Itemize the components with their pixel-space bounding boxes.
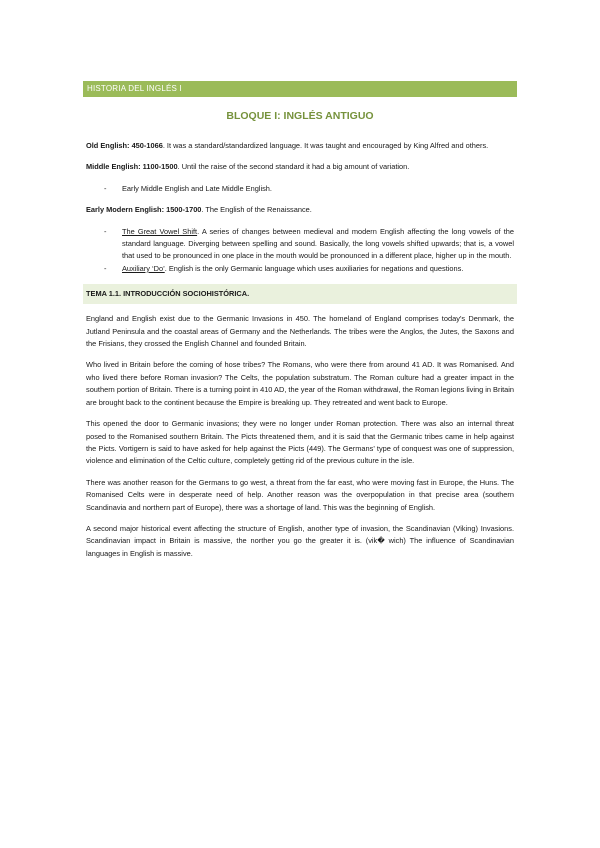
list-item-text: Early Middle English and Late Middle English. bbox=[122, 183, 272, 193]
early-modern-list bbox=[86, 226, 514, 276]
body-paragraph: England and English exist due to the Germanic Invasions in 450. The homeland of England comprises today’s Denmark, the Jutland Peninsula and the coastal areas of Germany and the Netherlands. The tribes were the Anglos, the Jutes, the Saxons and the Frisians, they crossed the English Channel and founded Britain. bbox=[86, 314, 514, 349]
early-modern-english-paragraph bbox=[86, 204, 514, 216]
body-paragraph: There was another reason for the Germans to go west, a threat from the far east, who were moving fast in Europe, the Huns. The Romanised Celts were in desperate need of help. Another reason was the overpopulation in that precise area (southern Scandinavia and northern part of Europe), there was a shortage of land. This was the beginning of English. bbox=[86, 477, 514, 512]
list-item-text: . A series of changes between medieval and modern English affecting the long vowels of the standard language. Diverging between spelling and sound. Basically, the long vowels shifted upwards; that is, a vowel that used to be pronounced in one place in the mouth would be pronounced in a different place, higher up in the mouth. bbox=[122, 226, 514, 261]
body-paragraph: Who lived in Britain before the coming of hose tribes? The Romans, who were there from around 41 AD. It was Romanised. And who lived there before Roman invasion? The Celts, the population substratum. The Roman culture had a greater impact in the southern portion of Britain. There is a turning point in 410 AD, the year of the Roman withdrawal, the Roman legions living in Britain are brought back to the continent because the Empire is breaking up. They retreated and went back to Europe. bbox=[86, 360, 514, 407]
body-paragraph: A second major historical event affecting the structure of English, another type of invasion, the Scandinavian (Viking) Invasions. Scandinavian impact in Britain is massive, the norther you go the greater it is. (vik� wich) The influence of Scandinavian languages in English is massive. bbox=[86, 523, 514, 558]
document-content bbox=[86, 110, 514, 569]
old-english-text: . It was a standard/standardized language. It was taught and encouraged by King Alfred and others. bbox=[162, 141, 489, 150]
middle-english-list bbox=[86, 183, 514, 195]
list-item bbox=[86, 226, 514, 263]
middle-english-text: . Until the raise of the second standard it had a big amount of variation. bbox=[177, 162, 410, 172]
list-item bbox=[86, 183, 514, 195]
body-paragraph: This opened the door to Germanic invasions; they were no longer under Roman protection. There was also an internal threat posed to the Romanised southern Britain. The Picts threatened them, and it is said that the Germanic tribes came in help against the Picts. Vortigern is said to have asked for help against the Picts (449). The Germans’ type of conquest was one of suppression, violence and elimination of the Celtic culture, completely getting rid of the previous culture in the isle. bbox=[86, 419, 514, 466]
middle-english-label: Middle English: 1100-1500 bbox=[86, 162, 178, 172]
section-heading: TEMA 1.1. INTRODUCCIÓN SOCIOHISTÓRICA. bbox=[83, 284, 517, 304]
old-english-paragraph bbox=[86, 140, 514, 152]
old-english-label: Old English: 450-1066 bbox=[86, 141, 163, 150]
dash-bullet: - bbox=[104, 183, 107, 193]
list-item-term: The Great Vowel Shift bbox=[122, 226, 198, 236]
early-modern-english-label: Early Modern English: 1500-1700 bbox=[86, 205, 202, 215]
header-band: HISTORIA DEL INGLÉS I bbox=[83, 81, 517, 97]
list-item bbox=[86, 263, 514, 275]
middle-english-paragraph bbox=[86, 161, 514, 173]
list-item-term: Auxiliary ‘Do’ bbox=[122, 263, 165, 273]
list-item-text: . English is the only Germanic language which uses auxiliaries for negations and questions. bbox=[164, 263, 464, 273]
page-title: BLOQUE I: INGLÉS ANTIGUO bbox=[226, 110, 374, 122]
dash-bullet: - bbox=[104, 263, 107, 273]
dash-bullet: - bbox=[104, 226, 107, 236]
early-modern-english-text: . The English of the Renaissance. bbox=[201, 205, 312, 215]
